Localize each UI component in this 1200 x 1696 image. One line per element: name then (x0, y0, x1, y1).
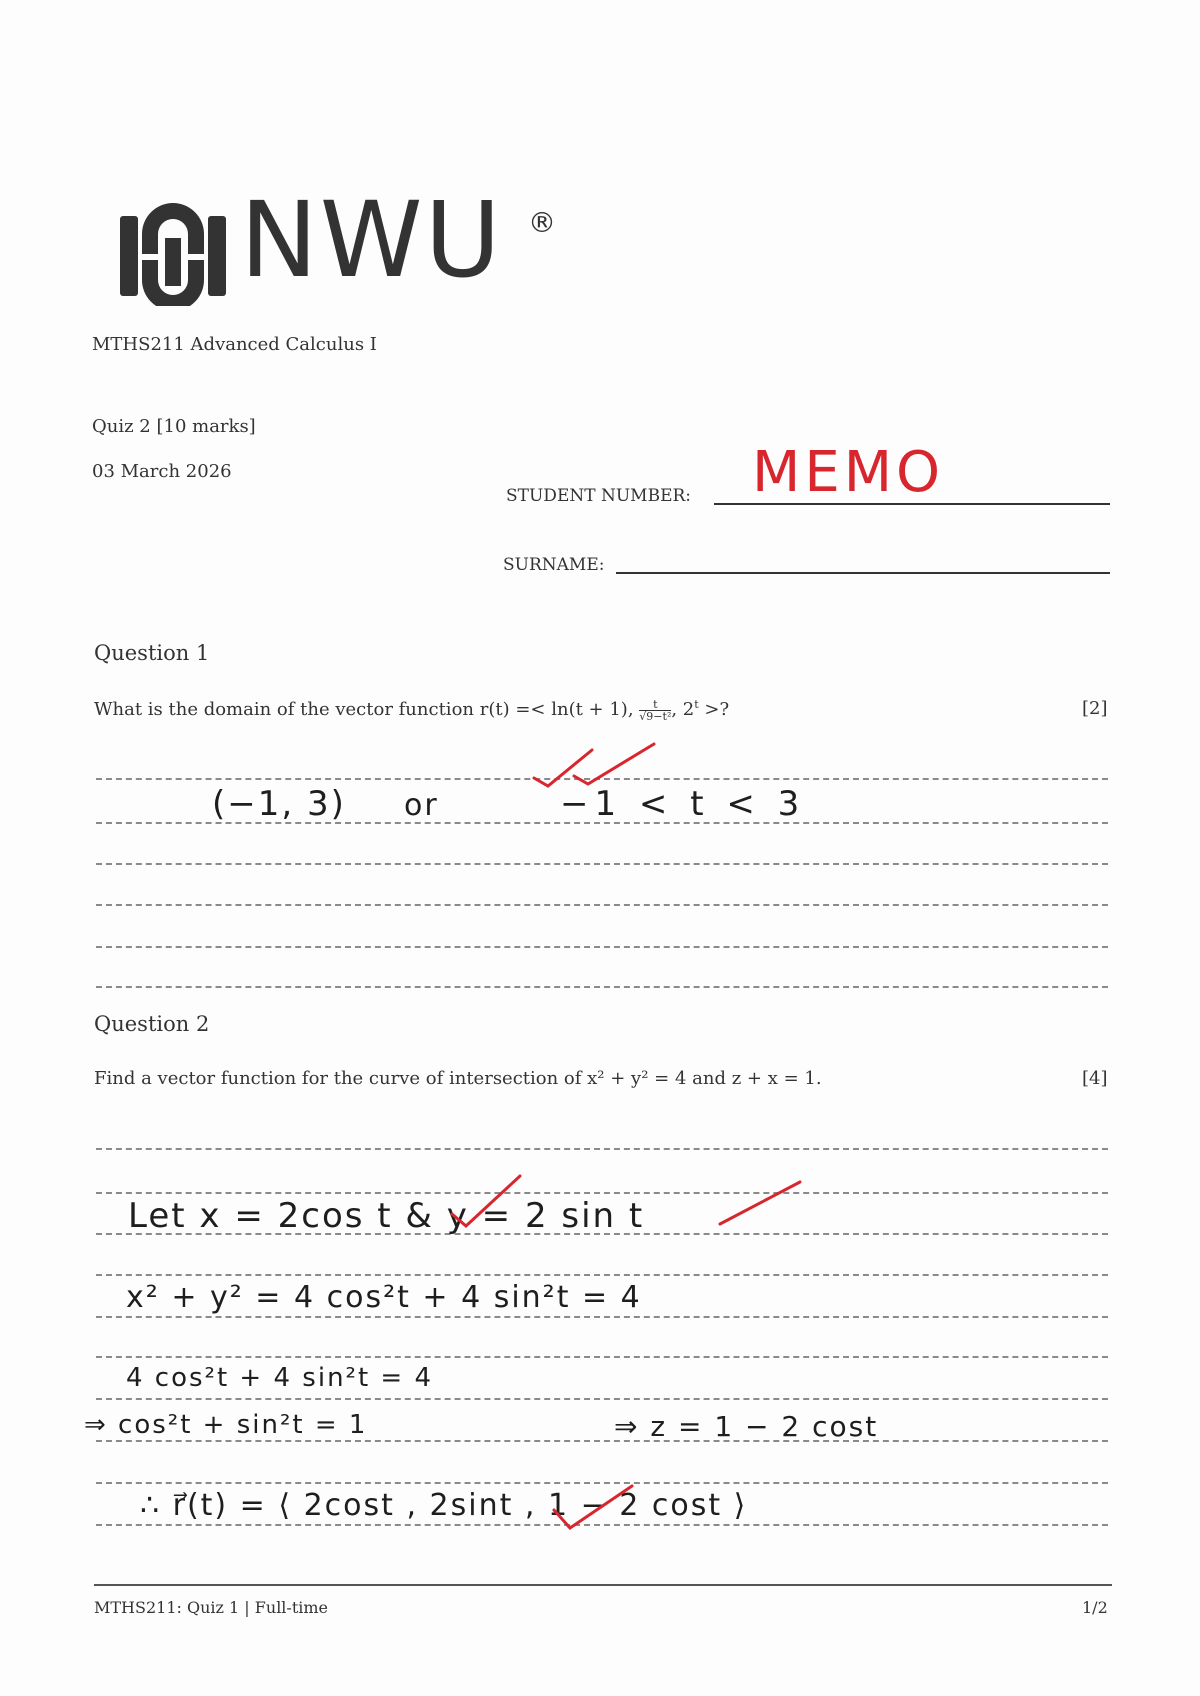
page-number: 1/2 (1082, 1598, 1108, 1617)
question2-title: Question 2 (94, 1012, 210, 1036)
footer-left: MTHS211: Quiz 1 | Full-time (94, 1598, 329, 1617)
answer-line (96, 946, 1108, 948)
answer-line (96, 1440, 1108, 1442)
answer-line (96, 1398, 1108, 1400)
surname-label: SURNAME: (503, 555, 605, 575)
footer-rule (94, 1584, 1112, 1586)
quiz-date: 03 March 2026 (92, 461, 232, 482)
answer-line (96, 1356, 1108, 1358)
question1-marks: [2] (1082, 698, 1108, 719)
q1-answer-inequality: −1 < t < 3 (560, 784, 806, 824)
surname-line (616, 572, 1110, 574)
student-number-value: MEMO (752, 440, 945, 505)
q1-tick-marks-icon (530, 740, 660, 790)
answer-line (96, 1274, 1108, 1276)
logo-wordmark: NWU (240, 179, 503, 301)
q2-line-let: Let x = 2cos t & y = 2 sin t (128, 1196, 645, 1236)
question2-prompt: Find a vector function for the curve of intersection of x² + y² = 4 and z + x = 1. (94, 1068, 822, 1089)
question1-title: Question 1 (94, 641, 210, 665)
question1-fn-end: >? (698, 699, 730, 720)
quiz-title: Quiz 2 [10 marks] (92, 416, 256, 437)
answer-line (96, 904, 1108, 906)
q1-answer-or: or (404, 788, 439, 823)
question1-fn-exponent: t (694, 698, 699, 711)
course-title: MTHS211 Advanced Calculus I (92, 334, 377, 355)
q2-line-result: ∴ r⃗(t) = ⟨ 2cost , 2sint , 1 − 2 cost ⟩ (140, 1488, 748, 1523)
fraction-denominator: √9−t² (639, 709, 672, 723)
q2-line-sum: x² + y² = 4 cos²t + 4 sin²t = 4 (126, 1280, 642, 1315)
question1-prompt (94, 698, 729, 722)
q1-answer-interval: (−1, 3) (212, 784, 346, 824)
nwu-logo-icon (118, 194, 228, 306)
question1-function: r(t) =< ln(t + 1), (479, 699, 634, 720)
question1-fn-tail: , 2 (671, 699, 695, 720)
question1-fraction (639, 699, 671, 722)
q2-line-identity: 4 cos²t + 4 sin²t = 4 (126, 1363, 434, 1393)
question2-marks: [4] (1082, 1068, 1108, 1089)
answer-line (96, 1316, 1108, 1318)
fraction-numerator: t (639, 699, 671, 711)
registered-mark: ® (528, 206, 556, 239)
q2-line-simplified: ⇒ cos²t + sin²t = 1 (84, 1410, 368, 1440)
question1-prompt-prefix: What is the domain of the vector function (94, 699, 474, 720)
q2-tick-marks-icon (420, 1170, 840, 1240)
answer-line (96, 863, 1108, 865)
student-number-label: STUDENT NUMBER: (506, 486, 692, 506)
answer-line (96, 986, 1108, 988)
q2-line-z: ⇒ z = 1 − 2 cost (614, 1410, 879, 1443)
answer-line (96, 1148, 1108, 1150)
q2-result-tick-icon (540, 1480, 650, 1540)
